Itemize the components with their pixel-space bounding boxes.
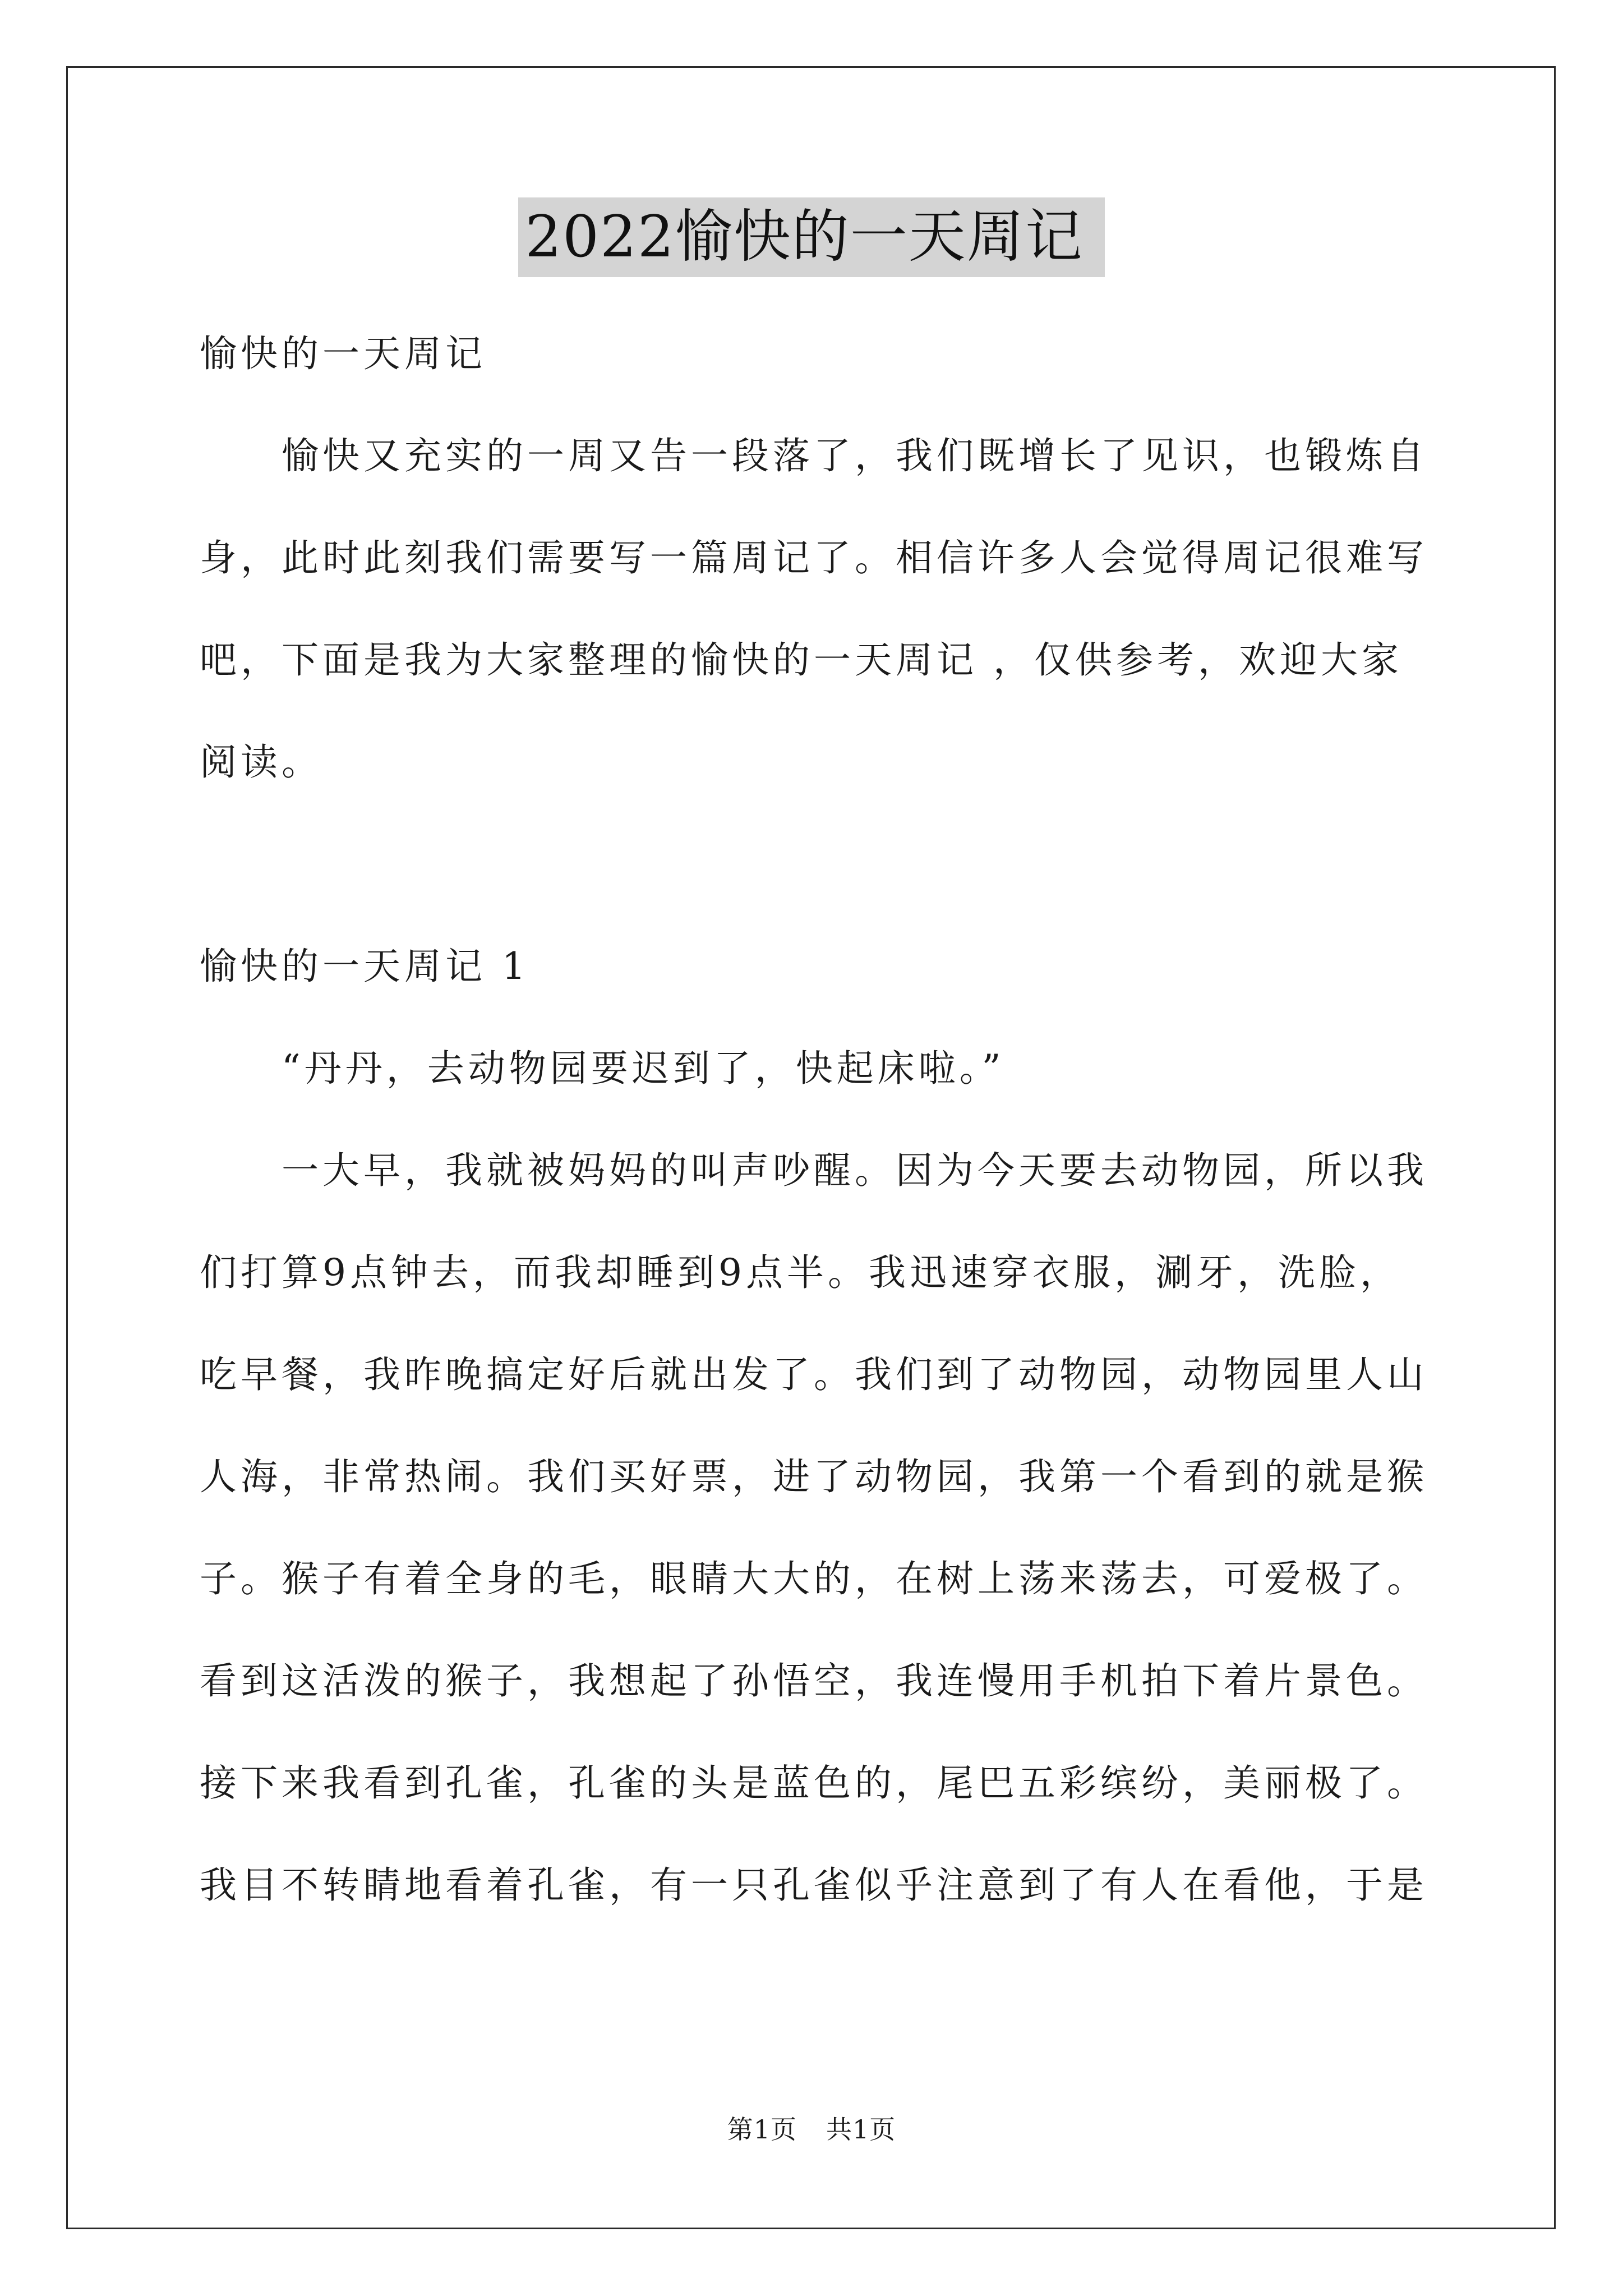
title-container	[0, 197, 1623, 277]
paragraph-dialogue: “丹丹，去动物园要迟到了，快起床啦。”	[282, 1047, 1005, 1090]
page-number-total: 共1页	[826, 2114, 896, 2145]
page-number-current: 第1页	[727, 2114, 797, 2145]
document-title: 2022愉快的一天周记	[518, 197, 1105, 277]
section-heading: 愉快的一天周记 1	[200, 945, 529, 988]
document-body	[200, 303, 1431, 1936]
paragraph-story: 一大早，我就被妈妈的叫声吵醒。因为今天要去动物园，所以我们打算9点钟去，而我却睡到9点半。我迅速穿衣服，涮牙，洗脸，吃早餐，我昨晚搞定好后就出发了。我们到了动物园，动物园里人山人海，非常热闹。我们买好票，进了动物园，我第一个看到的就是猴子。猴子有着全身的毛，眼睛大大的，在树上荡来荡去，可爱极了。看到这活泼的猴子，我想起了孙悟空，我连慢用手机拍下着片景色。接下来我看到孔雀，孔雀的头是蓝色的，尾巴五彩缤纷，美丽极了。我目不转睛地看着孔雀，有一只孔雀似乎注意到了有人在看他，于是	[200, 1149, 1428, 1907]
page-footer	[0, 2109, 1623, 2146]
section-spacer	[200, 813, 1431, 915]
intro-paragraph: 愉快又充实的一周又告一段落了，我们既增长了见识，也锻炼自身，此时此刻我们需要写一篇周记了。相信许多人会觉得周记很难写吧，下面是我为大家整理的愉快的一天周记 ，仅供参考，欢迎大家阅读。	[200, 434, 1428, 784]
intro-heading: 愉快的一天周记	[200, 332, 486, 375]
